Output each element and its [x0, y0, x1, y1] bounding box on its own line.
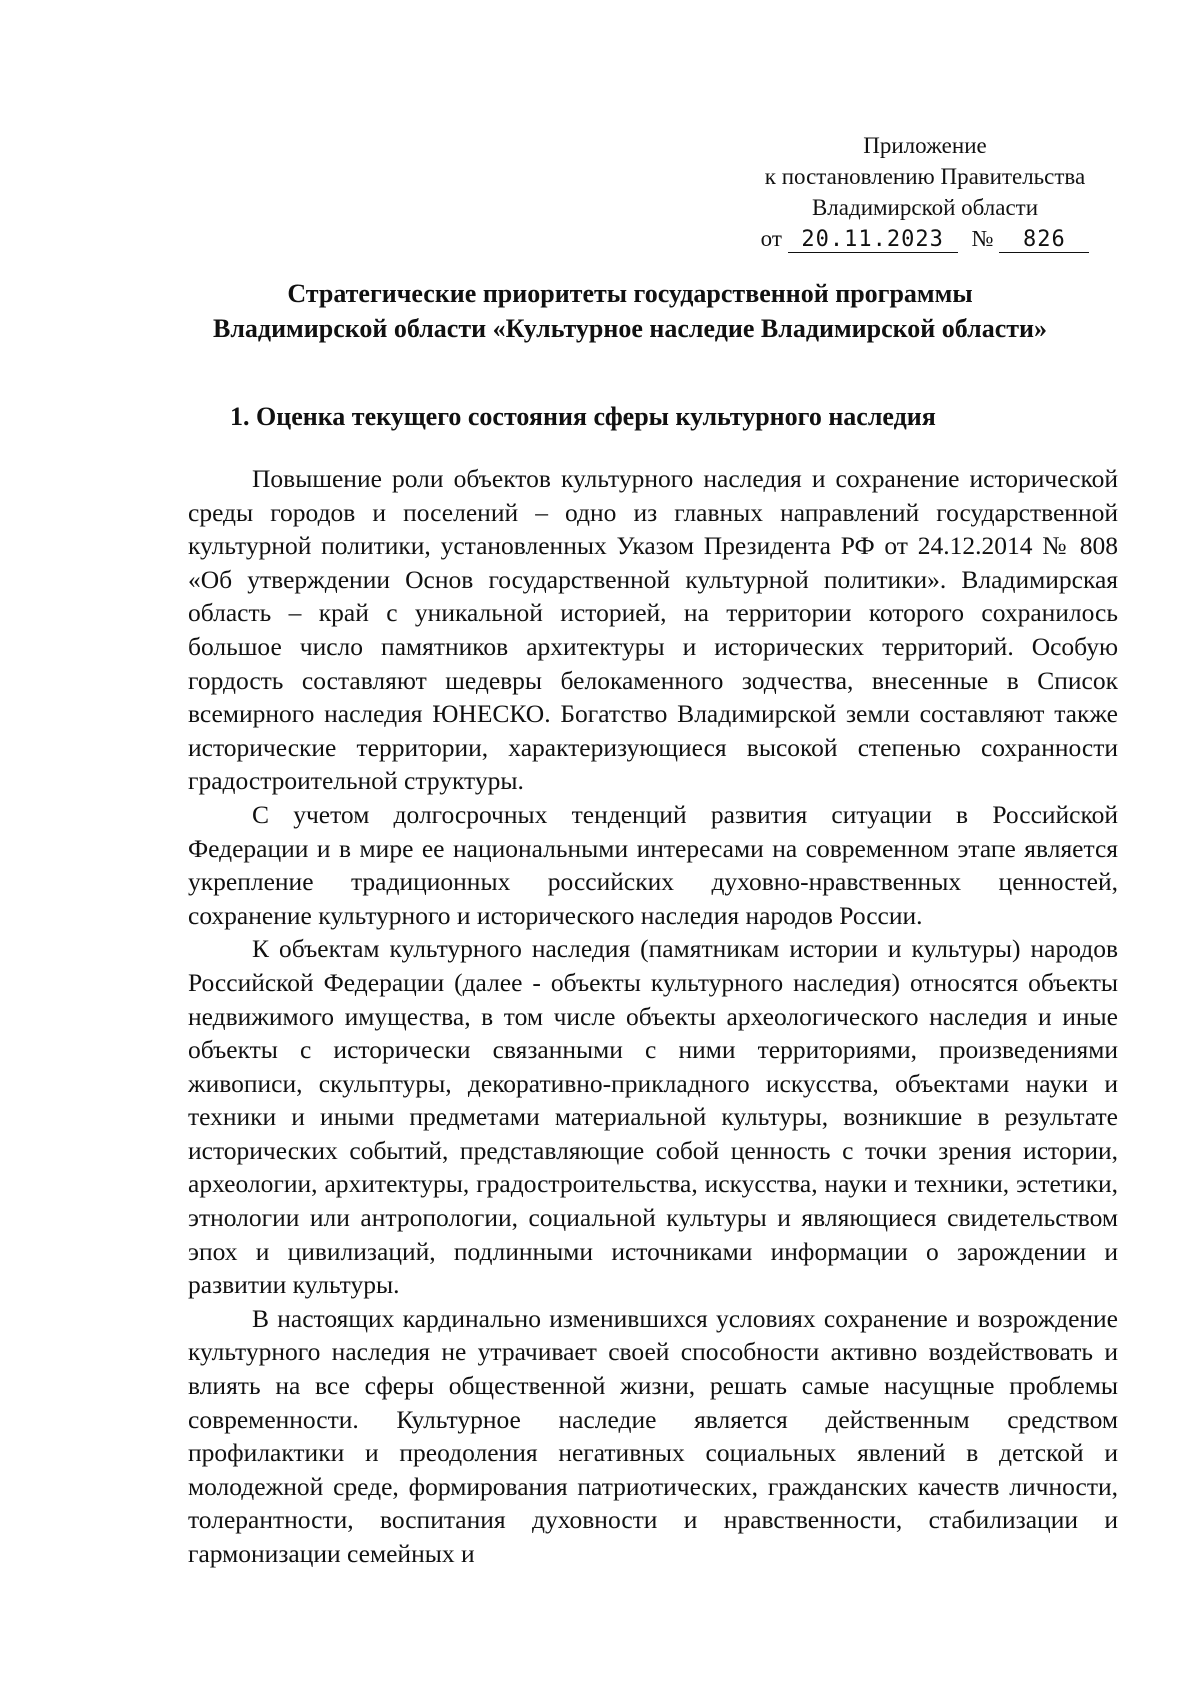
- approval-number: 826: [999, 228, 1089, 253]
- approval-line-3: Владимирской области: [811, 195, 1039, 220]
- document-title-line-2: Владимирской области «Культурное наследие Владимирской области»: [213, 314, 1047, 343]
- section-heading: 1. Оценка текущего состояния сферы культурного наследия: [230, 402, 936, 431]
- number-prefix: №: [971, 226, 994, 251]
- approval-date: 20.11.2023: [788, 228, 958, 253]
- paragraph-4: В настоящих кардинально изменившихся условиях сохранение и возрождение культурного наследия не утрачивает своей способности активно воздействовать и влиять на все сферы общественной жизни, решать самые насущные проблемы современности. Культурное наследие является действенным средством профилактики и преодоления негативных социальных явлений в детской и молодежной среде, формирования патриотических, гражданских качеств личности, толерантности, воспитания духовности и нравственности, стабилизации и гармонизации семейных и: [188, 1303, 1118, 1568]
- body-text: [188, 462, 1118, 1571]
- date-prefix: от: [760, 226, 782, 251]
- approval-reference-line: [740, 223, 1110, 254]
- paragraph-3: К объектам культурного наследия (памятникам истории и культуры) народов Российской Федерации (далее - объекты культурного наследия) относятся объекты недвижимого имущества, в том числе объекты археологического наследия и иные объекты с исторически связанными с ними территориями, произведениями живописи, скульптуры, декоративно-прикладного искусства, объектами науки и техники и иными предметами материальной культуры, возникшие в результате исторических событий, представляющие собой ценность с точки зрения истории, археологии, архитектуры, градостроительства, искусства, науки и техники, эстетики, этнологии или антропологии, социальной культуры и являющиеся свидетельством эпох и цивилизаций, подлинными источниками информации о зарождении и развитии культуры.: [188, 934, 1118, 1300]
- document-title: [170, 276, 1090, 346]
- paragraph-1: Повышение роли объектов культурного наследия и сохранение исторической среды городов и поселений – одно из главных направлений государственной культурной политики, установленных Указом Президента РФ от 24.12.2014 № 808 «Об утверждении Основ государственной культурной политики». Владимирская область – край с уникальной историей, на территории которого сохранилось большое число памятников архитектуры и исторических территорий. Особую гордость составляют шедевры белокаменного зодчества, внесенные в Список всемирного наследия ЮНЕСКО. Богатство Владимирской земли составляют также исторические территории, характеризующиеся высокой степенью сохранности градостроительной структуры.: [188, 464, 1118, 796]
- document-title-line-1: Стратегические приоритеты государственной программы: [287, 279, 973, 308]
- approval-block: [740, 130, 1110, 254]
- approval-line-1: Приложение: [863, 133, 987, 158]
- paragraph-2: С учетом долгосрочных тенденций развития ситуации в Российской Федерации и в мире ее национальными интересами на современном этапе является укрепление традиционных российских духовно-нравственных ценностей, сохранение культурного и исторического наследия народов России.: [188, 799, 1118, 930]
- approval-line-2: к постановлению Правительства: [764, 164, 1086, 189]
